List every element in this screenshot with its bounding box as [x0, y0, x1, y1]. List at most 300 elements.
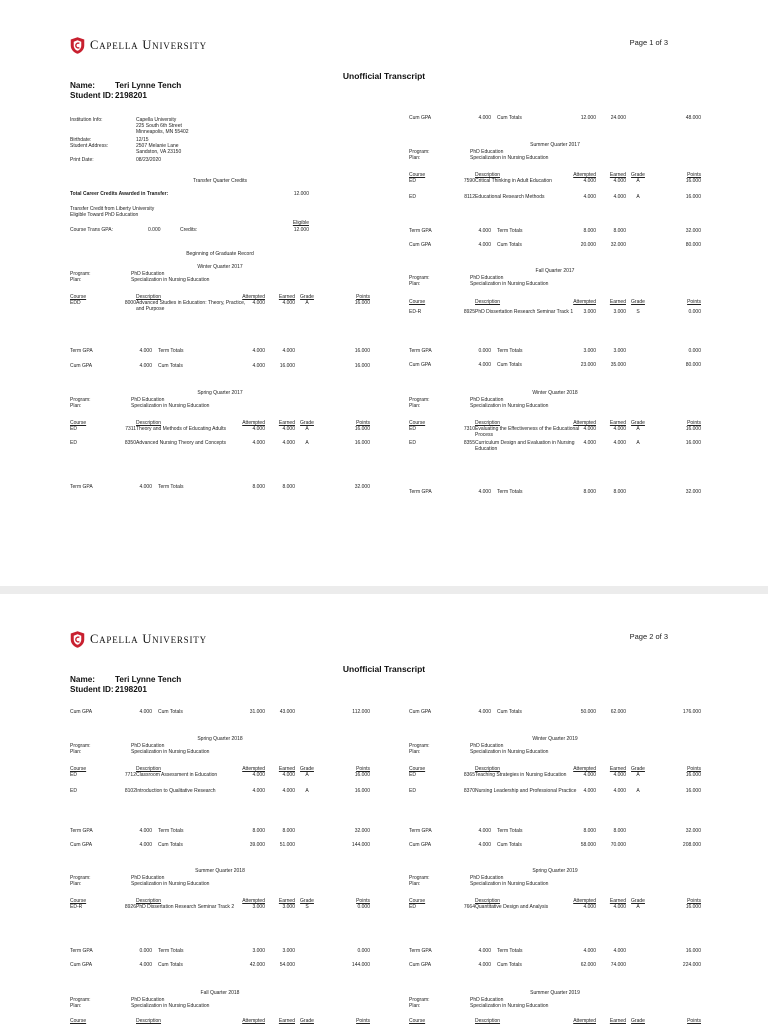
term-points: 16.000 — [354, 348, 370, 354]
course-attempted: 4.000 — [252, 788, 265, 794]
course-grade: A — [305, 772, 309, 778]
course-earned: 4.000 — [282, 440, 295, 446]
program-label: Program: — [409, 397, 430, 403]
course-number: 7310 — [463, 426, 475, 432]
course-attempted: 3.000 — [252, 904, 265, 910]
cum-attempted: 39.000 — [249, 842, 265, 848]
brand-name: Capella University — [90, 632, 207, 646]
col-points: Points — [687, 172, 701, 178]
term-attempted: 3.000 — [583, 348, 596, 354]
course-attempted: 4.000 — [252, 426, 265, 432]
course-number: 7590 — [463, 178, 475, 184]
col-points: Points — [356, 1018, 370, 1024]
plan-name: Specialization in Nursing Education — [131, 1003, 210, 1009]
course-grade: S — [305, 904, 309, 910]
term-gpa-value: 4.000 — [478, 828, 491, 834]
program-label: Program: — [70, 997, 91, 1003]
term-heading: Winter Quarter 2019 — [532, 736, 578, 742]
term-totals-row — [70, 948, 370, 962]
plan-name: Specialization in Nursing Education — [470, 155, 549, 161]
plan-label: Plan: — [70, 881, 82, 887]
student-name: Teri Lynne Tench — [115, 81, 182, 90]
term-totals-label: Term Totals — [158, 484, 184, 490]
trans-gpa-value: 0.000 — [148, 227, 161, 233]
course-code: ED — [409, 440, 416, 446]
course-earned: 3.000 — [282, 904, 295, 910]
course-row — [70, 300, 370, 314]
course-attempted: 4.000 — [252, 300, 265, 306]
term-totals-label: Term Totals — [158, 828, 184, 834]
program-name: PhD Education — [470, 875, 504, 881]
col-course: Course — [70, 420, 87, 426]
col-earned: Earned — [609, 1018, 626, 1024]
course-grade: A — [636, 178, 640, 184]
course-attempted: 4.000 — [583, 440, 596, 446]
transcript-page-2 — [0, 594, 768, 1024]
course-attempted: 4.000 — [252, 440, 265, 446]
col-earned: Earned — [609, 766, 626, 772]
plan-label: Plan: — [409, 1003, 421, 1009]
term-heading: Winter Quarter 2018 — [532, 390, 578, 396]
col-description: Description — [475, 299, 501, 305]
term-heading: Summer Quarter 2019 — [530, 990, 580, 996]
term-gpa-label: Term GPA — [70, 348, 93, 354]
cum-points: 48.000 — [685, 115, 701, 121]
course-code: ED — [409, 772, 416, 778]
cum-attempted: 23.000 — [580, 362, 596, 368]
term-points: 0.000 — [357, 948, 370, 954]
col-course: Course — [70, 766, 87, 772]
col-grade: Grade — [300, 766, 314, 772]
cum-totals-row — [409, 962, 701, 976]
term-totals-row — [409, 228, 701, 242]
cum-attempted: 4.000 — [252, 363, 265, 369]
col-earned: Earned — [609, 420, 626, 426]
term-gpa-label: Term GPA — [409, 489, 432, 495]
term-totals-row — [409, 948, 701, 962]
course-grade: A — [305, 426, 309, 432]
term-gpa-value: 0.000 — [139, 948, 152, 954]
course-number: 8350 — [124, 440, 136, 446]
term-totals-row — [70, 348, 370, 362]
col-grade: Grade — [631, 172, 645, 178]
cum-totals-label: Cum Totals — [497, 242, 522, 248]
plan-name: Specialization in Nursing Education — [470, 881, 549, 887]
col-description: Description — [136, 1018, 162, 1024]
term-gpa-label: Term GPA — [409, 828, 432, 834]
term-totals-label: Term Totals — [497, 489, 523, 495]
cum-gpa-value: 4.000 — [478, 362, 491, 368]
col-points: Points — [687, 299, 701, 305]
course-number: 7311 — [125, 426, 136, 432]
term-gpa-value: 0.000 — [478, 348, 491, 354]
term-attempted: 8.000 — [252, 484, 265, 490]
term-heading: Summer Quarter 2017 — [530, 142, 580, 148]
course-attempted: 4.000 — [583, 904, 596, 910]
col-attempted: Attempted — [242, 420, 265, 426]
cum-gpa-value: 4.000 — [478, 842, 491, 848]
course-description: PhD Dissertation Research Seminar Track 2 — [136, 904, 235, 910]
col-points: Points — [356, 294, 370, 300]
term-attempted: 3.000 — [252, 948, 265, 954]
cum-points: 16.000 — [354, 363, 370, 369]
cum-points: 144.000 — [351, 842, 370, 848]
course-row — [409, 440, 701, 454]
transfer-total-label: Total Career Credits Awarded in Transfer: — [70, 191, 169, 197]
cum-gpa-value: 4.000 — [478, 115, 491, 121]
course-number: 8112 — [464, 194, 475, 200]
term-earned: 8.000 — [282, 828, 295, 834]
cum-attempted: 12.000 — [580, 115, 596, 121]
col-earned: Earned — [609, 299, 626, 305]
course-code: ED — [70, 440, 77, 446]
cum-totals-row — [409, 242, 701, 256]
plan-label: Plan: — [409, 749, 421, 755]
term-attempted: 8.000 — [583, 828, 596, 834]
course-row — [409, 772, 701, 786]
plan-name: Specialization in Nursing Education — [470, 281, 549, 287]
term-gpa-value: 4.000 — [478, 489, 491, 495]
cum-gpa-label: Cum GPA — [409, 115, 432, 121]
plan-name: Specialization in Nursing Education — [131, 881, 210, 887]
course-points: 0.000 — [357, 904, 370, 910]
info-value: 2507 Melanie Lane Sandston, VA 23150 — [136, 143, 182, 155]
col-grade: Grade — [300, 898, 314, 904]
col-grade: Grade — [631, 766, 645, 772]
student-id: 2198201 — [115, 685, 147, 694]
term-totals-label: Term Totals — [497, 228, 523, 234]
plan-label: Plan: — [409, 281, 421, 287]
term-earned: 8.000 — [613, 828, 626, 834]
col-description: Description — [475, 766, 501, 772]
cum-earned: 32.000 — [610, 242, 626, 248]
credits-value: 12.000 — [293, 227, 309, 233]
student-id-label: Student ID: — [70, 685, 114, 694]
cum-attempted: 20.000 — [580, 242, 596, 248]
course-earned: 4.000 — [282, 426, 295, 432]
cum-gpa-value: 4.000 — [139, 363, 152, 369]
info-value: Capella University 225 South 6th Street Minneapolis, MN 55402 — [136, 117, 189, 135]
course-attempted: 4.000 — [252, 772, 265, 778]
course-code: EDD — [70, 300, 81, 306]
program-name: PhD Education — [131, 271, 165, 277]
course-grade: A — [305, 788, 309, 794]
plan-label: Plan: — [70, 749, 82, 755]
cum-totals-row — [70, 842, 370, 856]
col-grade: Grade — [300, 294, 314, 300]
program-name: PhD Education — [131, 743, 165, 749]
col-attempted: Attempted — [573, 898, 596, 904]
term-totals-row — [409, 828, 701, 842]
col-earned: Earned — [609, 898, 626, 904]
cum-gpa-value: 4.000 — [139, 962, 152, 968]
col-description: Description — [475, 420, 501, 426]
cum-earned: 54.000 — [279, 962, 295, 968]
term-points: 32.000 — [354, 484, 370, 490]
course-grade: A — [636, 426, 640, 432]
cum-gpa-label: Cum GPA — [70, 962, 93, 968]
term-totals-label: Term Totals — [497, 948, 523, 954]
plan-name: Specialization in Nursing Education — [131, 403, 210, 409]
term-gpa-label: Term GPA — [409, 228, 432, 234]
info-value: 08/23/2020 — [136, 157, 162, 163]
info-value: 12/15 — [136, 137, 149, 143]
course-row — [70, 440, 370, 454]
course-earned: 4.000 — [282, 300, 295, 306]
cum-gpa-value: 4.000 — [139, 842, 152, 848]
col-earned: Earned — [278, 420, 295, 426]
program-name: PhD Education — [470, 997, 504, 1003]
program-name: PhD Education — [470, 743, 504, 749]
term-gpa-label: Term GPA — [70, 484, 93, 490]
course-earned: 4.000 — [282, 788, 295, 794]
term-heading: Summer Quarter 2018 — [195, 868, 245, 874]
term-points: 32.000 — [685, 828, 701, 834]
plan-label: Plan: — [409, 403, 421, 409]
col-attempted: Attempted — [573, 1018, 596, 1024]
term-heading: Spring Quarter 2019 — [532, 868, 578, 874]
col-course: Course — [70, 898, 87, 904]
course-description: Educational Research Methods — [475, 194, 545, 200]
cum-gpa-label: Cum GPA — [409, 242, 432, 248]
cum-points: 144.000 — [351, 962, 370, 968]
term-totals-row — [70, 828, 370, 842]
cum-totals-label: Cum Totals — [497, 709, 522, 715]
student-id-label: Student ID: — [70, 91, 114, 100]
course-earned: 4.000 — [613, 194, 626, 200]
info-label: Student Address: — [70, 143, 109, 149]
course-code: ED — [70, 788, 77, 794]
course-earned: 4.000 — [613, 440, 626, 446]
term-earned: 8.000 — [282, 484, 295, 490]
col-points: Points — [687, 766, 701, 772]
course-code: ED-R — [70, 904, 83, 910]
transfer-total-value: 12.000 — [293, 191, 309, 197]
course-grade: A — [636, 904, 640, 910]
course-description: PhD Dissertation Research Seminar Track 1 — [475, 309, 574, 315]
cum-points: 224.000 — [682, 962, 701, 968]
cum-totals-label: Cum Totals — [497, 962, 522, 968]
col-grade: Grade — [300, 420, 314, 426]
page-number: Page 2 of 3 — [629, 632, 668, 641]
col-attempted: Attempted — [242, 1018, 265, 1024]
term-earned: 8.000 — [613, 228, 626, 234]
course-grade: A — [636, 194, 640, 200]
course-points: 16.000 — [685, 178, 701, 184]
page2-right-column — [409, 594, 701, 1024]
course-description: Evaluating the Effectiveness of the Educational Process — [475, 426, 580, 438]
cum-attempted: 31.000 — [249, 709, 265, 715]
col-grade: Grade — [631, 299, 645, 305]
col-earned: Earned — [278, 898, 295, 904]
col-description: Description — [136, 766, 162, 772]
course-points: 16.000 — [685, 772, 701, 778]
term-totals-label: Term Totals — [158, 348, 184, 354]
term-attempted: 8.000 — [583, 228, 596, 234]
course-points: 16.000 — [685, 788, 701, 794]
course-code: ED-R — [409, 309, 422, 315]
cum-totals-label: Cum Totals — [497, 115, 522, 121]
course-row — [70, 426, 370, 440]
term-earned: 3.000 — [282, 948, 295, 954]
col-grade: Grade — [300, 1018, 314, 1024]
term-points: 16.000 — [685, 948, 701, 954]
transfer-eligibility-line: Eligible Toward PhD Education — [70, 212, 139, 218]
cum-gpa-value: 4.000 — [139, 709, 152, 715]
course-points: 16.000 — [354, 300, 370, 306]
col-course: Course — [70, 294, 87, 300]
page1-right-column — [409, 0, 701, 586]
course-number: 8365 — [463, 772, 475, 778]
term-earned: 8.000 — [613, 489, 626, 495]
term-gpa-value: 4.000 — [478, 228, 491, 234]
program-name: PhD Education — [131, 397, 165, 403]
col-course: Course — [409, 172, 426, 178]
course-table-header — [70, 1018, 370, 1024]
course-points: 16.000 — [685, 904, 701, 910]
plan-name: Specialization in Nursing Education — [470, 1003, 549, 1009]
student-id: 2198201 — [115, 91, 147, 100]
course-description: Advanced Studies in Education: Theory, Practice, and Purpose — [136, 300, 246, 312]
term-heading: Fall Quarter 2018 — [200, 990, 240, 996]
grad-record-heading: Beginning of Graduate Record — [186, 251, 254, 257]
trans-gpa-label: Course Trans GPA: — [70, 227, 113, 233]
cum-earned: 35.000 — [610, 362, 626, 368]
cum-gpa-label: Cum GPA — [409, 842, 432, 848]
course-attempted: 4.000 — [583, 788, 596, 794]
document-title: Unofficial Transcript — [342, 71, 426, 81]
plan-label: Plan: — [409, 881, 421, 887]
cum-totals-row — [70, 709, 370, 723]
col-course: Course — [409, 1018, 426, 1024]
course-earned: 4.000 — [613, 772, 626, 778]
program-label: Program: — [70, 743, 91, 749]
term-totals-row — [70, 484, 370, 498]
col-earned: Earned — [278, 1018, 295, 1024]
cum-earned: 70.000 — [610, 842, 626, 848]
col-attempted: Attempted — [573, 766, 596, 772]
col-attempted: Attempted — [573, 299, 596, 305]
course-points: 16.000 — [685, 194, 701, 200]
col-course: Course — [70, 1018, 87, 1024]
cum-gpa-label: Cum GPA — [409, 362, 432, 368]
transfer-heading: Transfer Quarter Credits — [193, 178, 247, 184]
cum-totals-row — [409, 709, 701, 723]
col-attempted: Attempted — [242, 294, 265, 300]
col-description: Description — [136, 898, 162, 904]
term-gpa-label: Term GPA — [70, 828, 93, 834]
program-label: Program: — [409, 149, 430, 155]
col-points: Points — [687, 420, 701, 426]
col-earned: Earned — [278, 294, 295, 300]
course-code: ED — [409, 426, 416, 432]
plan-name: Specialization in Nursing Education — [131, 749, 210, 755]
col-attempted: Attempted — [573, 172, 596, 178]
col-earned: Earned — [278, 766, 295, 772]
col-course: Course — [409, 420, 426, 426]
course-table-header — [409, 1018, 701, 1024]
course-number: 7664 — [463, 904, 475, 910]
term-totals-label: Term Totals — [497, 348, 523, 354]
cum-earned: 62.000 — [610, 709, 626, 715]
brand-name: Capella University — [90, 38, 207, 52]
term-gpa-value: 4.000 — [139, 828, 152, 834]
program-label: Program: — [409, 875, 430, 881]
course-number: 8925 — [463, 309, 475, 315]
plan-label: Plan: — [70, 1003, 82, 1009]
cum-totals-row — [409, 362, 701, 376]
cum-totals-row — [409, 842, 701, 856]
program-label: Program: — [70, 397, 91, 403]
term-heading: Fall Quarter 2017 — [535, 268, 575, 274]
cum-gpa-label: Cum GPA — [70, 842, 93, 848]
course-row — [70, 904, 370, 918]
program-name: PhD Education — [470, 149, 504, 155]
course-points: 0.000 — [688, 309, 701, 315]
program-name: PhD Education — [470, 397, 504, 403]
course-row — [409, 178, 701, 192]
course-earned: 4.000 — [613, 788, 626, 794]
credits-label: Credits: — [180, 227, 198, 233]
col-attempted: Attempted — [242, 766, 265, 772]
course-grade: S — [636, 309, 640, 315]
term-points: 0.000 — [688, 348, 701, 354]
course-earned: 4.000 — [613, 904, 626, 910]
course-number: 8926 — [124, 904, 136, 910]
course-number: 8102 — [124, 788, 136, 794]
cum-gpa-label: Cum GPA — [70, 709, 93, 715]
course-points: 16.000 — [685, 426, 701, 432]
term-totals-label: Term Totals — [158, 948, 184, 954]
program-label: Program: — [409, 275, 430, 281]
cum-attempted: 58.000 — [580, 842, 596, 848]
course-row — [70, 772, 370, 786]
plan-name: Specialization in Nursing Education — [131, 277, 210, 283]
cum-totals-label: Cum Totals — [158, 842, 183, 848]
course-description: Classroom Assessment in Education — [136, 772, 218, 778]
col-course: Course — [409, 299, 426, 305]
course-description: Teaching Strategies in Nursing Education — [475, 772, 567, 778]
cum-gpa-label: Cum GPA — [409, 709, 432, 715]
plan-name: Specialization in Nursing Education — [470, 749, 549, 755]
cum-totals-row — [70, 363, 370, 377]
col-description: Description — [475, 172, 501, 178]
cum-totals-label: Cum Totals — [158, 962, 183, 968]
course-attempted: 4.000 — [583, 178, 596, 184]
term-heading: Spring Quarter 2018 — [197, 736, 243, 742]
cum-gpa-label: Cum GPA — [70, 363, 93, 369]
term-earned: 4.000 — [613, 948, 626, 954]
cum-points: 208.000 — [682, 842, 701, 848]
col-points: Points — [687, 1018, 701, 1024]
cum-totals-row — [409, 115, 701, 129]
col-earned: Earned — [609, 172, 626, 178]
transfer-source-line: Transfer Credit from Liberty University — [70, 206, 155, 212]
cum-totals-label: Cum Totals — [158, 363, 183, 369]
term-totals-label: Term Totals — [497, 828, 523, 834]
plan-label: Plan: — [70, 277, 82, 283]
course-points: 16.000 — [354, 772, 370, 778]
course-code: ED — [409, 194, 416, 200]
course-description: Advanced Nursing Theory and Concepts — [136, 440, 226, 446]
cum-totals-label: Cum Totals — [158, 709, 183, 715]
program-name: PhD Education — [131, 875, 165, 881]
cum-gpa-value: 4.000 — [478, 709, 491, 715]
course-number: 8370 — [463, 788, 475, 794]
term-heading: Winter Quarter 2017 — [197, 264, 243, 270]
course-attempted: 4.000 — [583, 194, 596, 200]
col-grade: Grade — [631, 420, 645, 426]
